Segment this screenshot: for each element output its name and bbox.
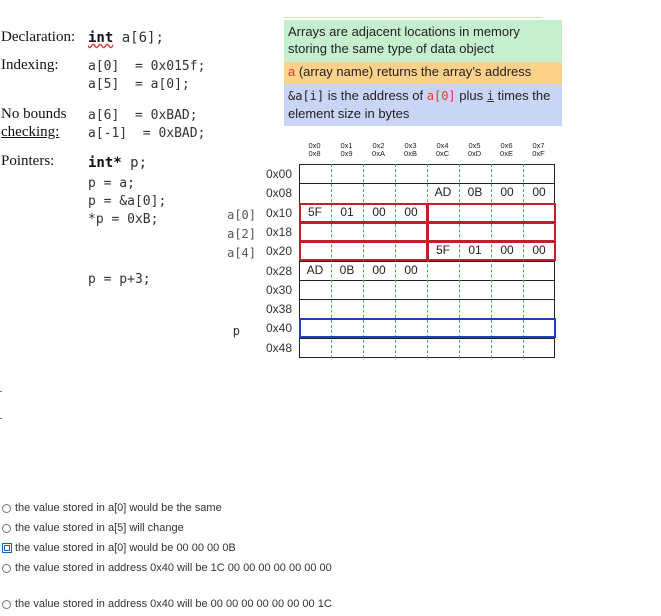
left-tick-2 — [0, 418, 2, 419]
column-header: 0x1 0x9 — [340, 141, 353, 158]
column-header: 0x0 0x8 — [308, 141, 321, 158]
memory-byte: AD — [306, 263, 324, 277]
memory-byte: 00 — [372, 263, 386, 277]
option-3-label[interactable]: the value stored in a[0] would be 00 00 00 0B — [15, 542, 236, 554]
pointer-line-1: p = a; — [88, 176, 135, 191]
option-2-label[interactable]: the value stored in a[5] will change — [15, 522, 184, 534]
bounds-line-1: a[6] = 0xBAD; — [88, 108, 198, 123]
array-element-box — [427, 241, 556, 261]
row-label-a4: a[4] — [227, 246, 256, 260]
column-header: 0x2 0xA — [372, 141, 385, 158]
int-keyword: int — [88, 30, 114, 46]
array-name-text: (array name) returns the array’s address — [295, 64, 532, 79]
int-ptr-keyword: int* — [88, 155, 122, 171]
pointer-decl-rest: p; — [121, 155, 148, 171]
bounds-label-2: checking: — [1, 124, 60, 140]
addr-expr-token: &a[i] — [288, 89, 325, 103]
addr-text-1: is the address of — [324, 88, 427, 103]
left-tick-1 — [0, 391, 2, 392]
pointer-box — [299, 318, 556, 338]
array-element-box — [299, 222, 428, 242]
pointers-label: Pointers: — [1, 153, 55, 169]
address-label: 0x00 — [265, 167, 292, 181]
option-1-label[interactable]: the value stored in a[0] would be the same — [15, 502, 222, 514]
indexing-line-2: a[5] = a[0]; — [88, 77, 190, 92]
memory-byte: 01 — [468, 243, 482, 257]
pointer-line-4: p = p+3; — [88, 272, 151, 287]
memory-byte: 00 — [404, 205, 418, 219]
option-4-radio[interactable] — [2, 564, 11, 573]
memory-byte: 0B — [467, 185, 483, 199]
column-header: 0x6 0xE — [500, 141, 513, 158]
pointer-line-2: p = &a[0]; — [88, 194, 167, 209]
address-label: 0x10 — [265, 205, 292, 220]
info-box-array-name — [284, 62, 562, 84]
info-box-address — [284, 84, 562, 126]
address-label: 0x30 — [265, 282, 292, 297]
a0-token: a[0] — [426, 89, 456, 103]
option-3-radio[interactable] — [2, 543, 12, 553]
addr-text-2: plus — [455, 88, 487, 103]
column-header: 0x5 0xD — [467, 141, 482, 158]
slide-top-rule — [284, 17, 542, 18]
option-1-radio[interactable] — [2, 504, 11, 513]
indexing-line-1: a[0] = 0x015f; — [88, 59, 206, 74]
row-label-a0: a[0] — [227, 208, 256, 222]
memory-byte: 00 — [532, 243, 546, 257]
memory-byte: 0B — [339, 263, 355, 277]
address-label: 0x48 — [265, 340, 292, 355]
option-2-radio[interactable] — [2, 524, 11, 533]
address-label: 0x40 — [265, 321, 292, 336]
memory-grid — [299, 164, 555, 358]
i-token: i — [486, 89, 494, 103]
bounds-line-2: a[-1] = 0xBAD; — [88, 126, 206, 141]
declaration-rest: a[6]; — [113, 30, 164, 46]
row-label-a2: a[2] — [227, 227, 256, 241]
memory-byte: 00 — [500, 185, 514, 199]
memory-byte: AD — [434, 185, 452, 199]
info-box-arrays: Arrays are adjacent locations in memory storing the same type of data object — [284, 20, 562, 62]
array-element-box — [427, 203, 556, 223]
memory-byte: 00 — [500, 243, 514, 257]
array-name-token: a — [288, 64, 296, 79]
column-header: 0x7 0xF — [532, 141, 545, 158]
array-element-box — [427, 222, 556, 242]
declaration-code — [88, 30, 164, 46]
column-header: 0x4 0xC — [435, 141, 450, 158]
bounds-label-1: No bounds — [1, 106, 67, 122]
array-element-box — [299, 203, 428, 223]
memory-byte: 00 — [372, 205, 386, 219]
memory-byte: 01 — [340, 205, 354, 219]
row-label-p: p — [232, 324, 240, 338]
address-label: 0x20 — [265, 244, 292, 259]
option-4-label[interactable]: the value stored in address 0x40 will be 1C 00 00 00 00 00 00 00 — [15, 562, 332, 574]
declaration-label: Declaration: — [1, 29, 76, 45]
address-label: 0x18 — [265, 224, 292, 239]
memory-byte: 5F — [435, 243, 450, 257]
address-label: 0x28 — [265, 263, 292, 278]
memory-byte: 5F — [307, 205, 322, 219]
option-5-radio[interactable] — [2, 600, 11, 609]
addr-text-3: times the element size in bytes — [288, 88, 551, 121]
address-label: 0x38 — [265, 302, 292, 317]
memory-byte: 00 — [404, 263, 418, 277]
indexing-label: Indexing: — [1, 57, 59, 73]
memory-byte: 00 — [532, 185, 546, 199]
option-5-label[interactable]: the value stored in address 0x40 will be 00 00 00 00 00 00 00 1C — [15, 598, 332, 610]
column-header: 0x3 0xB — [404, 141, 417, 158]
address-label: 0x08 — [265, 186, 292, 201]
pointer-decl — [88, 155, 147, 171]
array-element-box — [299, 241, 428, 261]
pointer-line-3: *p = 0xB; — [88, 212, 159, 227]
